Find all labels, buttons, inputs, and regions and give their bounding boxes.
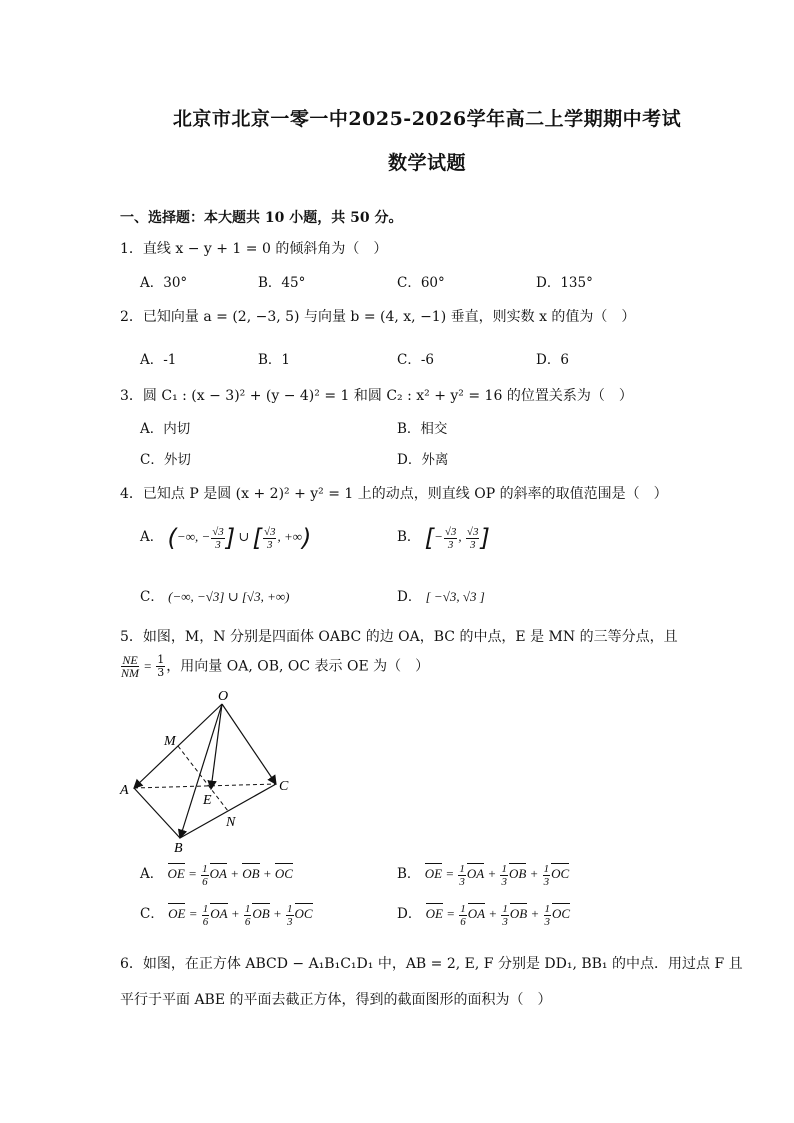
q1-option-d: D．135° bbox=[536, 275, 593, 291]
q4-option-c-letter: C． bbox=[140, 589, 164, 605]
q5-option-a-expr: OE = $\frac{1}{6}$ OA + OB + OC bbox=[167, 862, 293, 888]
q5-option-a bbox=[140, 862, 293, 888]
q2-option-a: A．-1 bbox=[140, 352, 177, 368]
tetrahedron-figure bbox=[112, 686, 302, 856]
q5-ratio-value: $\frac{1}{3}$ bbox=[157, 653, 165, 679]
q4-option-b-expr: [− $\frac{√3}{3}$ , $\frac{√3}{3}$ ] bbox=[424, 524, 490, 552]
q2-option-d: D．6 bbox=[536, 352, 569, 368]
q2-option-b: B．1 bbox=[258, 352, 291, 368]
question-1-stem: 1．直线 x − y + 1 = 0 的倾斜角为（ ） bbox=[120, 241, 388, 257]
question-2-stem: 2．已知向量 a = (2, −3, 5) 与向量 b = (4, x, −1) 垂直，则实数 x 的值为（ ） bbox=[120, 309, 636, 325]
q4-option-d-letter: D． bbox=[397, 589, 422, 605]
label-c: C bbox=[279, 779, 289, 794]
edge-ab bbox=[134, 788, 180, 838]
question-6-stem: 6．如图，在正方体 ABCD − A₁B₁C₁D₁ 中，AB = 2, E, F 分别是 DD₁, BB₁ 的中点．用过点 F 且 bbox=[120, 956, 743, 972]
q5-option-c bbox=[140, 902, 313, 928]
q5-stem-tail: ，用向量 OA, OB, OC 表示 OE 为（ ） bbox=[166, 658, 430, 675]
edge-oc bbox=[222, 704, 276, 784]
label-a: A bbox=[120, 783, 129, 798]
question-4-stem: 4．已知点 P 是圆 (x + 2)² + y² = 1 上的动点，则直线 OP 的斜率的取值范围是（ ） bbox=[120, 486, 668, 502]
q5-ratio: $\frac{NE}{NM}$ bbox=[121, 653, 139, 680]
label-n: N bbox=[226, 815, 236, 830]
q2-option-c: C．-6 bbox=[397, 352, 434, 368]
q5-option-d-expr: OE = $\frac{1}{6}$ OA + $\frac{1}{3}$ OB + $\frac{1}{3}$ OC bbox=[425, 902, 571, 928]
q3-option-a: A．内切 bbox=[140, 421, 191, 437]
exam-subtitle: 数学试题 bbox=[387, 152, 466, 174]
q5-option-d bbox=[397, 902, 570, 928]
q5-option-c-expr: OE = $\frac{1}{6}$ OA + $\frac{1}{6}$ OB + $\frac{1}{3}$ OC bbox=[168, 902, 313, 928]
question-5-stem: 5．如图，M，N 分别是四面体 OABC 的边 OA，BC 的中点，E 是 MN 的三等分点，且 bbox=[120, 629, 678, 645]
label-m: M bbox=[164, 734, 176, 749]
q4-option-d-expr: [ −√3, √3 ] bbox=[425, 589, 485, 604]
q4-option-c bbox=[140, 585, 289, 605]
q4-option-d bbox=[397, 585, 485, 605]
question-6-stem-2: 平行于平面 ABE 的平面去截正方体，得到的截面图形的面积为（ ） bbox=[120, 992, 552, 1008]
question-3-stem: 3．圆 C₁ : (x − 3)² + (y − 4)² = 1 和圆 C₂ : x² + y² = 16 的位置关系为（ ） bbox=[120, 388, 633, 404]
q4-option-a-letter: A． bbox=[140, 528, 164, 545]
q3-option-b: B．相交 bbox=[397, 421, 448, 437]
q5-option-c-letter: C． bbox=[140, 906, 164, 922]
q3-option-d: D．外离 bbox=[397, 452, 449, 468]
exam-title: 北京市北京一零一中2025-2026学年高二上学期期中考试 bbox=[172, 108, 682, 130]
q5-option-a-letter: A． bbox=[140, 866, 164, 882]
q5-option-b-letter: B． bbox=[397, 866, 421, 882]
q3-option-c: C．外切 bbox=[140, 452, 191, 468]
label-b: B bbox=[174, 841, 183, 856]
label-e: E bbox=[203, 793, 212, 808]
q4-option-c-expr: (−∞, −√3] ∪ [√3, +∞) bbox=[168, 589, 290, 604]
q4-option-b bbox=[397, 524, 490, 552]
vector-oe bbox=[211, 704, 222, 789]
q4-option-a bbox=[140, 524, 311, 552]
q1-option-a: A．30° bbox=[140, 275, 188, 291]
edge-ac bbox=[134, 784, 276, 788]
q1-option-c: C．60° bbox=[397, 275, 445, 291]
q4-option-b-letter: B． bbox=[397, 528, 421, 545]
q5-option-b bbox=[397, 862, 569, 888]
q5-option-d-letter: D． bbox=[397, 906, 422, 922]
question-5-stem-2: $\frac{NE}{NM}$ = $\frac{1}{3}$ ，用向量 OA, OB, OC 表示 OE 为（ ） bbox=[121, 653, 430, 680]
section-heading: 一、选择题：本大题共 10 小题，共 50 分。 bbox=[120, 210, 403, 226]
label-o: O bbox=[218, 689, 229, 704]
q1-option-b: B．45° bbox=[258, 275, 306, 291]
q5-option-b-expr: OE = $\frac{1}{3}$ OA + $\frac{1}{3}$ OB + $\frac{1}{3}$ OC bbox=[424, 862, 570, 888]
q4-option-a-expr: (−∞, − $\frac{√3}{3}$ ] ∪ [ $\frac{√3}{3}$ , +∞) bbox=[167, 524, 312, 552]
